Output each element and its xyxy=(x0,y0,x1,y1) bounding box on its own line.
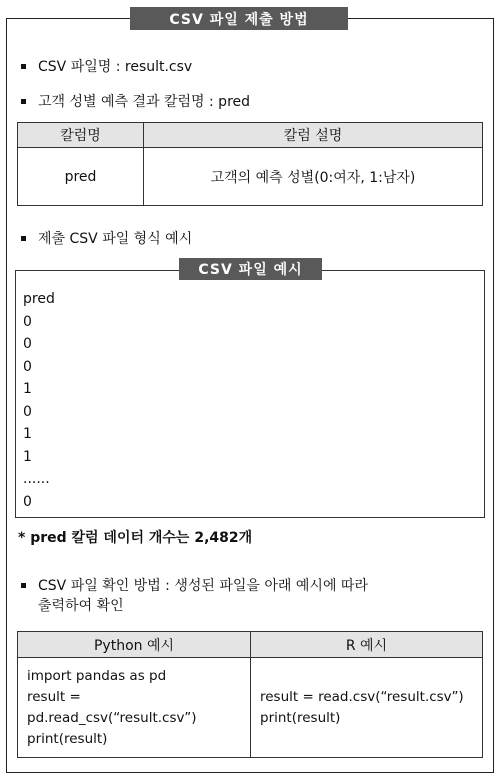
bullet-filename-text: CSV 파일명 : result.csv xyxy=(38,59,193,75)
r-code xyxy=(251,687,482,729)
r-code-cell xyxy=(251,658,483,758)
python-code xyxy=(18,666,250,750)
csv-line: 0 xyxy=(23,358,32,375)
column-table xyxy=(17,122,483,206)
bullet-format-example-text: 제출 CSV 파일 형식 예시 xyxy=(38,231,193,247)
bullet-format-example xyxy=(21,229,192,249)
bullet-confirm-method xyxy=(21,576,368,616)
data-count-note: * pred 칼럼 데이터 개수는 2,482개 xyxy=(18,530,253,546)
code-line: print(result) xyxy=(260,709,341,726)
bullet-confirm-line1: CSV 파일 확인 방법 : 생성된 파일을 아래 예시에 따라 xyxy=(38,578,368,594)
csv-example-box xyxy=(15,270,485,518)
code-line: print(result) xyxy=(27,730,108,747)
csv-example-content xyxy=(23,288,55,513)
csv-line: pred xyxy=(23,291,55,307)
csv-line: ...... xyxy=(23,471,50,487)
table-row xyxy=(18,148,483,206)
csv-line: 1 xyxy=(23,381,32,397)
bullet-column-name-text: 고객 성별 예측 결과 칼럼명 : pred xyxy=(38,94,251,110)
csv-line: 1 xyxy=(23,426,32,442)
csv-line: 0 xyxy=(23,493,32,510)
column-table-header: 칼럼 설명 xyxy=(144,123,483,148)
code-line: result = pd.read_csv(“result.csv”) xyxy=(27,688,197,726)
table-cell: 고객의 예측 성별(0:여자, 1:남자) xyxy=(144,148,483,206)
csv-line: 0 xyxy=(23,336,32,352)
csv-example-title: CSV 파일 예시 xyxy=(179,258,322,280)
r-example-header: R 예시 xyxy=(251,632,483,658)
bullet-square-icon xyxy=(21,583,26,588)
bullet-square-icon xyxy=(21,236,26,241)
table-row xyxy=(18,658,483,758)
bullet-column-name xyxy=(21,92,250,112)
column-table-header: 칼럼명 xyxy=(18,123,144,148)
page-title: CSV 파일 제출 방법 xyxy=(130,7,348,30)
table-cell: pred xyxy=(18,148,144,206)
bullet-confirm-line2: 출력하여 확인 xyxy=(38,598,124,614)
bullet-square-icon xyxy=(21,64,26,69)
python-code-cell xyxy=(18,658,251,758)
csv-line: 1 xyxy=(23,448,32,465)
code-line: import pandas as pd xyxy=(27,667,167,684)
csv-line: 0 xyxy=(23,403,32,420)
bullet-filename xyxy=(21,57,192,77)
csv-line: 0 xyxy=(23,313,32,330)
bullet-square-icon xyxy=(21,99,26,104)
code-line: result = read.csv(“result.csv”) xyxy=(260,688,464,705)
code-table-header-row xyxy=(18,632,483,658)
python-example-header: Python 예시 xyxy=(18,632,251,658)
bullet-confirm-method-text xyxy=(38,576,368,616)
code-table xyxy=(17,631,483,758)
column-table-header-row xyxy=(18,123,483,148)
